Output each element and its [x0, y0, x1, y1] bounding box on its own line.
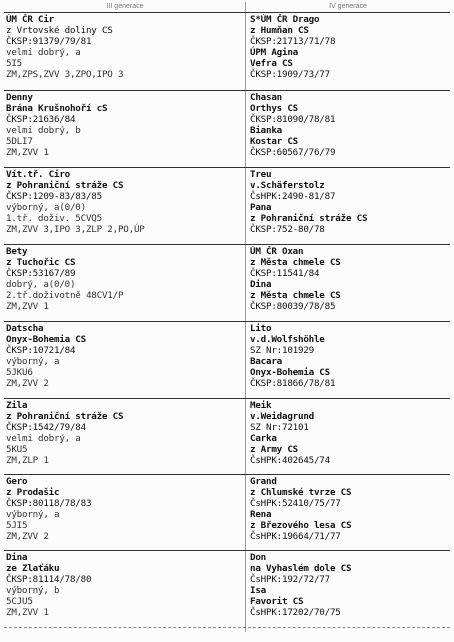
dam-kennel: Onyx-Bohemia CS: [250, 367, 330, 379]
sire-kennel: Orthys CS: [250, 103, 298, 115]
sire-name: ÚM ČR Oxan: [250, 246, 304, 257]
breeding-code: 5I5: [6, 58, 22, 70]
exams: ZM,ZVV 1: [6, 607, 49, 619]
row-divider: [4, 398, 450, 399]
pedigree-entry: [6, 476, 242, 543]
row-divider: [4, 321, 450, 322]
row-divider: [4, 627, 450, 628]
breeding-code: 1.tř. doživ. 5CVQ5: [6, 213, 102, 225]
dam-registration: ČKSP:752-80/78: [250, 224, 325, 236]
pedigree-entry: [250, 14, 450, 81]
rating: velmi dobrý, b: [6, 125, 81, 137]
dam-registration: ČKSP:1909/73/77: [250, 69, 330, 81]
dam-name: Bianka: [250, 125, 282, 137]
sire-name: Treu: [250, 169, 272, 180]
registration-number: ČKSP:53167/89: [6, 268, 76, 280]
dam-name: Bacara: [250, 356, 282, 368]
dog-name: Bety: [6, 246, 28, 257]
rating: výborný, a: [6, 356, 60, 368]
dam-registration: ČKSP:81866/78/81: [250, 378, 336, 390]
pedigree-entry: [250, 246, 450, 313]
pedigree-entry: [250, 552, 450, 619]
column-header-third-generation: III generace: [106, 3, 144, 10]
registration-number: ČKSP:1209-83/83/85: [6, 191, 102, 203]
breeding-code: 5KU5: [6, 444, 28, 456]
exams: ZM,ZVV 2: [6, 378, 49, 390]
exams: ZM,ZLP 1: [6, 455, 49, 467]
pedigree-entry: [250, 92, 450, 159]
rating: výborný, a: [6, 509, 60, 521]
exams: ZM,ZVV 1: [6, 147, 49, 159]
dam-registration: ČKSP:80039/78/85: [250, 301, 336, 313]
sire-registration: ČsHPK:52410/75/77: [250, 498, 341, 510]
rating: velmi dobrý, a: [6, 433, 81, 445]
registration-number: ČKSP:21636/84: [6, 114, 76, 126]
sire-name: S*ÚM ČR Drago: [250, 14, 320, 25]
dam-kennel: z Březového lesa CS: [250, 520, 352, 532]
registration-number: ČKSP:1542/79/84: [6, 422, 86, 434]
dam-name: Carka: [250, 433, 277, 445]
dog-name: Vít.tř. Ciro: [6, 169, 70, 180]
rating: výborný, a(0/0): [6, 202, 86, 214]
row-divider: [4, 12, 450, 13]
row-divider: [4, 90, 450, 91]
pedigree-entry: [250, 169, 450, 236]
dam-kennel: z Army CS: [250, 444, 298, 456]
sire-kennel: v.d.Wolfshöhle: [250, 334, 325, 346]
sire-name: Grand: [250, 476, 277, 487]
sire-registration: ČsHPK:2490-81/87: [250, 191, 336, 203]
dam-kennel: z Pohraniční stráže CS: [250, 213, 368, 225]
dam-name: Isa: [250, 585, 266, 597]
dam-registration: ČsHPK:19664/71/77: [250, 531, 341, 543]
pedigree-entry: [250, 400, 450, 467]
sire-registration: SZ Nr:101929: [250, 345, 314, 357]
kennel-name: Brána Krušnohoří cS: [6, 103, 108, 115]
sire-kennel: v.Schäferstolz: [250, 180, 325, 192]
row-divider: [4, 550, 450, 551]
registration-number: ČKSP:80118/78/83: [6, 498, 92, 510]
dam-name: Dina: [250, 279, 272, 291]
pedigree-entry: [6, 323, 242, 390]
kennel-name: z Vrtovské doliny CS: [6, 25, 113, 37]
sire-name: Lito: [250, 323, 272, 334]
kennel-name: ze Zlaťáku: [6, 563, 60, 575]
kennel-name: z Prodašic: [6, 487, 60, 499]
pedigree-entry: [250, 323, 450, 390]
breeding-code: 5DLI7: [6, 136, 33, 148]
dog-name: Dina: [6, 552, 28, 563]
dam-kennel: Favorit CS: [250, 596, 304, 608]
registration-number: ČKSP:81114/78/80: [6, 574, 92, 586]
rating: velmi dobrý, a: [6, 47, 81, 59]
sire-registration: ČKSP:81090/78/81: [250, 114, 336, 126]
dam-name: Rena: [250, 509, 272, 521]
pedigree-entry: [6, 14, 242, 81]
exams: ZM,ZVV 3,IPO 3,ZLP 2,PO,ÚP: [6, 224, 145, 236]
rating: výborný, b: [6, 585, 60, 597]
sire-name: Chasan: [250, 92, 282, 103]
row-divider: [4, 167, 450, 168]
exams: ZM,ZVV 2: [6, 531, 49, 543]
pedigree-entry: [6, 246, 242, 313]
dog-name: ÚM ČR Cir: [6, 14, 54, 25]
dog-name: Gero: [6, 476, 28, 487]
dam-name: ÚPM Agina: [250, 47, 298, 59]
row-divider: [4, 474, 450, 475]
kennel-name: z Tuchořic CS: [6, 257, 76, 269]
dam-kennel: Vefra CS: [250, 58, 293, 70]
sire-registration: ČKSP:21713/71/78: [250, 36, 336, 48]
rating: dobrý, a(0/0): [6, 279, 76, 291]
dam-registration: ČsHPK:17202/70/75: [250, 607, 341, 619]
breeding-code: 5CJU5: [6, 596, 33, 608]
dog-name: Zila: [6, 400, 28, 411]
pedigree-entry: [250, 476, 450, 543]
exams: ZM,ZPS,ZVV 3,ZPO,IPO 3: [6, 69, 124, 81]
sire-registration: ČsHPK:192/72/77: [250, 574, 330, 586]
column-divider: [245, 2, 246, 632]
dog-name: Denny: [6, 92, 33, 103]
breeding-code: 5JKU6: [6, 367, 33, 379]
pedigree-entry: [6, 552, 242, 619]
pedigree-entry: [6, 92, 242, 159]
column-header-fourth-generation: IV generace: [329, 3, 367, 10]
sire-registration: ČKSP:11541/84: [250, 268, 320, 280]
sire-kennel: z Humňan CS: [250, 25, 309, 37]
dam-registration: ČKSP:60567/76/79: [250, 147, 336, 159]
kennel-name: Onyx-Bohemia CS: [6, 334, 86, 346]
row-divider: [4, 244, 450, 245]
sire-kennel: na Vyhaslém dole CS: [250, 563, 352, 575]
sire-kennel: z Chlumské tvrze CS: [250, 487, 352, 499]
sire-registration: SZ Nr:72101: [250, 422, 309, 434]
registration-number: ČKSP:91379/79/81: [6, 36, 92, 48]
breeding-code: 5JI5: [6, 520, 28, 532]
registration-number: ČKSP:10721/84: [6, 345, 76, 357]
exams: ZM,ZVV 1: [6, 301, 49, 313]
sire-kennel: v.Weidagrund: [250, 411, 314, 423]
dam-name: Pana: [250, 202, 272, 214]
pedigree-entry: [6, 169, 242, 236]
sire-kennel: z Města chmele CS: [250, 257, 341, 269]
dam-kennel: z Města chmele CS: [250, 290, 341, 302]
sire-name: Meik: [250, 400, 272, 411]
kennel-name: z Pohraniční stráže CS: [6, 411, 124, 423]
dam-registration: ČsHPK:402645/74: [250, 455, 330, 467]
dam-kennel: Kostar CS: [250, 136, 298, 148]
dog-name: Datscha: [6, 323, 44, 334]
sire-name: Don: [250, 552, 266, 563]
kennel-name: z Pohraniční stráže CS: [6, 180, 124, 192]
breeding-code: 2.tř.doživotně 48CV1/P: [6, 290, 124, 302]
pedigree-entry: [6, 400, 242, 467]
